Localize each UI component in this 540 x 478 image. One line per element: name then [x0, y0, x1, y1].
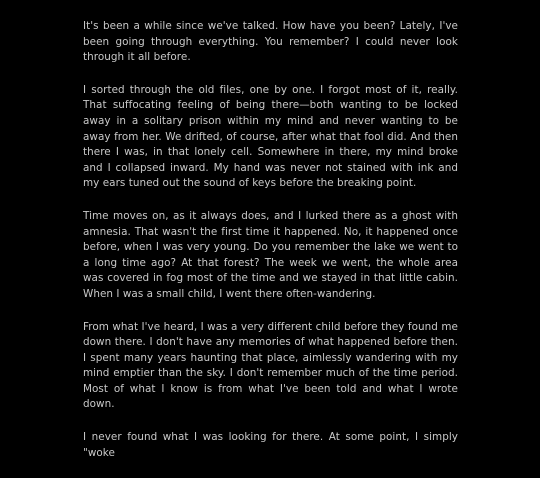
paragraph-2: I sorted through the old files, one by one. I forgot most of it, really. That suffocating feeling of being there—both wanting to be locked away in a solitary prison within my mind and never wanting to be away from her. We drifted, of course, after what that fool did. And then there I was, in that lonely cell. Somewhere in there, my mind broke and I collapsed inward. My hand was never not stained with ink and my ears tuned out the sound of keys before the breaking point. — [83, 83, 458, 190]
paragraph-4: From what I've heard, I was a very different child before they found me down there. I don't have any memories of what happened before then. I spent many years haunting that place, aimlessly wandering with my mind emptier than the sky. I don't remember much of the time period. Most of what I know is from what I've been told and what I wrote down. — [83, 320, 458, 411]
paragraph-5: I never found what I was looking for there. At some point, I simply "woke — [83, 431, 458, 459]
paragraph-1: It's been a while since we've talked. How have you been? Lately, I've been going through everything. You remember? I could never look through it all before. — [83, 20, 458, 64]
paragraph-3: Time moves on, as it always does, and I lurked there as a ghost with amnesia. That wasn't the first time it happened. No, it happened once before, when I was very young. Do you remember the lake we went to a long time ago? At that forest? The week we went, the whole area was covered in fog most of the time and we stayed in that little cabin. When I was a small child, I went there often-wandering. — [83, 209, 458, 300]
letter-body — [83, 19, 458, 478]
